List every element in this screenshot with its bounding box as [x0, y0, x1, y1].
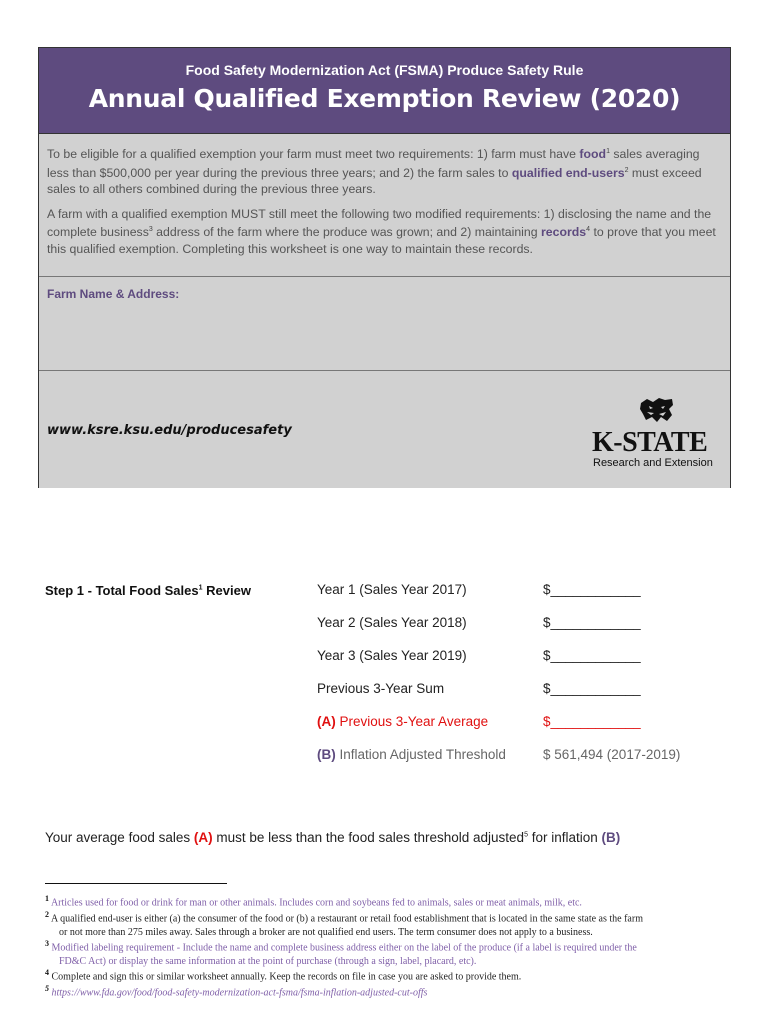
intro-paragraph-1 — [47, 144, 722, 198]
intro-text: A farm with a qualified exemption MUST still meet the following two modified requirements: 1) disclosing the name and the complete business — [47, 206, 712, 240]
year3-sales-field[interactable]: $____________ — [543, 648, 641, 663]
footnote-ref-2: 2 — [624, 166, 629, 174]
threshold-label-text: Inflation Adjusted Threshold — [335, 747, 506, 762]
footnote-number: 1 — [45, 894, 49, 903]
note-tag-b: (B) — [601, 830, 621, 845]
sum-field[interactable]: $____________ — [543, 681, 641, 696]
records-keyword: records — [541, 225, 587, 240]
footer-band — [39, 371, 730, 488]
farm-name-address-field[interactable] — [39, 277, 730, 371]
note-text: for inflation — [527, 830, 602, 845]
food-keyword: food — [579, 147, 607, 162]
kstate-logo — [591, 397, 721, 473]
footnote-ref-3: 3 — [148, 226, 153, 234]
intro-text: sales averaging less than $500,000 per year during the previous three years; and 2) the farm sales to — [47, 147, 700, 180]
footnote-ref-1: 1 — [606, 148, 610, 155]
intro-text: address of the farm where the produce was grown; and 2) maintaining — [152, 225, 542, 240]
wildcat-icon — [639, 397, 675, 423]
note-text: Your average food sales — [45, 830, 194, 845]
footnote-ref-1: 1 — [198, 584, 203, 592]
footnote-number: 5 — [45, 984, 49, 993]
average-label-text: Previous 3-Year Average — [335, 714, 489, 729]
footnote-5 — [45, 982, 735, 1000]
farm-name-address-label: Farm Name & Address: — [47, 287, 180, 301]
note-text: must be less than the food sales threshold adjusted — [212, 830, 525, 845]
kstate-wordmark: K-STATE — [592, 427, 708, 458]
average-label — [317, 714, 488, 729]
intro-section — [39, 134, 730, 277]
intro-text: To be eligible for a qualified exemption your farm must meet two requirements: 1) farm must have — [47, 147, 580, 162]
year2-label: Year 2 (Sales Year 2018) — [317, 615, 467, 630]
sum-label: Previous 3-Year Sum — [317, 681, 445, 696]
research-extension-text: Research and Extension — [593, 457, 713, 469]
footnote-number: 3 — [45, 939, 49, 948]
threshold-note — [45, 830, 620, 845]
tag-a: (A) — [317, 714, 336, 729]
worksheet-box — [38, 47, 731, 488]
year2-sales-field[interactable]: $____________ — [543, 615, 641, 630]
footnote-2 — [45, 908, 735, 940]
year1-sales-field[interactable]: $____________ — [543, 582, 641, 597]
footnote-text: A qualified end-user is either (a) the consumer of the food or (b) a restaurant or retail food establishment that is located in the same state as the farm — [50, 913, 643, 925]
footnote-number: 2 — [45, 910, 49, 919]
intro-text: must exceed sales to all others combined during the previous three years. — [47, 165, 702, 197]
threshold-label — [317, 747, 506, 762]
average-field[interactable]: $____________ — [543, 714, 641, 729]
website-link[interactable]: www.ksre.ksu.edu/producesafety — [47, 423, 292, 438]
tag-b: (B) — [317, 747, 336, 762]
page-title: Annual Qualified Exemption Review (2020) — [88, 84, 681, 113]
step1-heading — [45, 583, 251, 598]
footnote-number: 4 — [45, 968, 49, 977]
note-tag-a: (A) — [193, 830, 213, 845]
footnote-text-cont: FD&C Act) or display the same information at the point of purchase (through a sign, label, placard, etc). — [59, 956, 477, 968]
footnote-text: Complete and sign this or similar worksheet annually. Keep the records on file in case you are asked to provide them. — [51, 971, 522, 983]
footnote-ref-5: 5 — [524, 831, 528, 839]
intro-text: to prove that you meet this qualified exemption. Completing this worksheet is one way to maintain these records. — [47, 225, 716, 256]
step1-label: Step 1 - Total Food Sales — [45, 583, 199, 598]
footnote-divider — [45, 883, 227, 884]
year1-label: Year 1 (Sales Year 2017) — [317, 582, 467, 597]
footnote-ref-4: 4 — [586, 226, 591, 234]
year3-label: Year 3 (Sales Year 2019) — [317, 648, 467, 663]
threshold-value: $ 561,494 (2017-2019) — [543, 747, 681, 762]
step1-label-end: Review — [202, 583, 251, 598]
header-pretitle: Food Safety Modernization Act (FSMA) Produce Safety Rule — [185, 62, 584, 78]
header-band — [39, 48, 730, 134]
footnote-3 — [45, 937, 735, 969]
qualified-end-users-keyword: qualified end-users — [511, 165, 625, 180]
footnote-text: Articles used for food or drink for man or other animals. Includes corn and soybeans fed to animals, sales or meat animals, milk, etc. — [50, 897, 582, 909]
intro-paragraph-2 — [47, 206, 722, 258]
fda-link[interactable]: https://www.fda.gov/food/food-safety-modernization-act-fsma/fsma-inflation-adjusted-cut-offs — [51, 987, 428, 999]
footnote-text-cont: or not more than 275 miles away. Sales through a broker are not qualified end users. The term consumer does not apply to a business. — [59, 927, 593, 939]
footnote-text: Modified labeling requirement - Include the name and complete business address either on the label of the produce (if a label is required under the — [51, 942, 637, 954]
